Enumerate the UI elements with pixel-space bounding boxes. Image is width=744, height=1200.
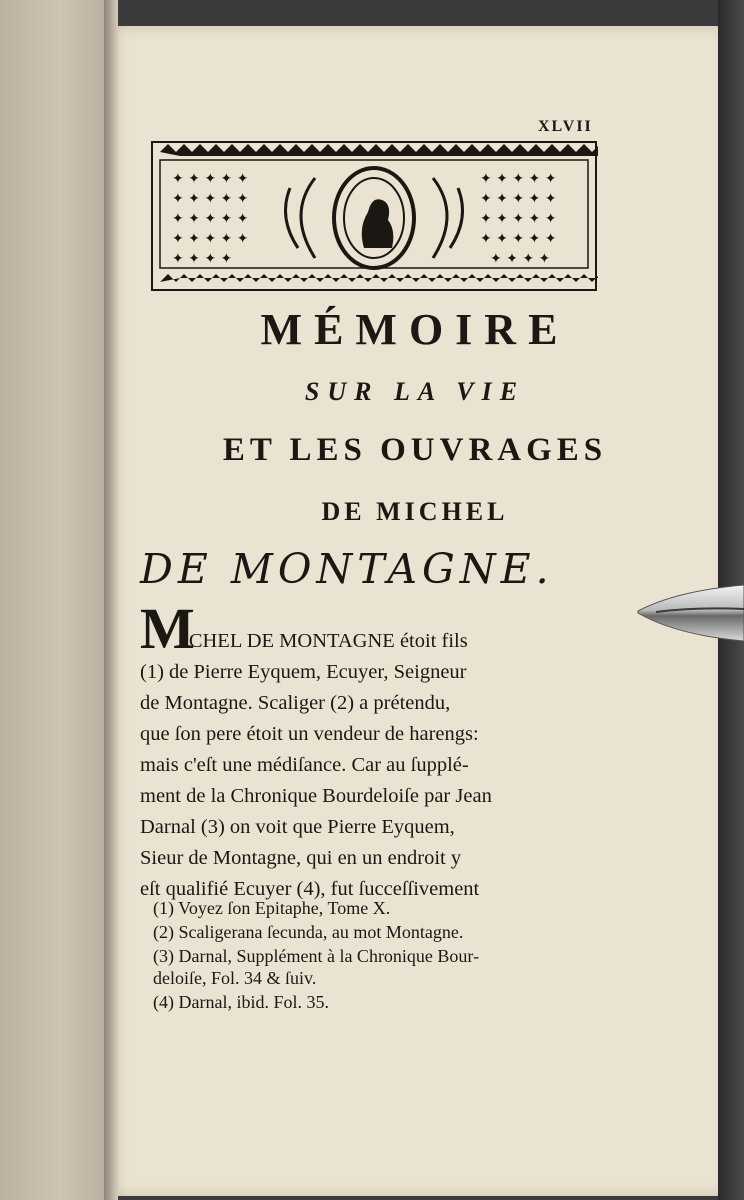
footnote-line: (3) Darnal, Supplément à la Chronique Bour- [153, 946, 480, 966]
drop-cap: M [140, 596, 195, 661]
body-line: eſt qualifié Ecuyer (4), fut ſucceſſivement [140, 878, 480, 900]
title-et-les-ouvrages: ET LES OUVRAGES [222, 432, 608, 468]
svg-text:✦ ✦ ✦ ✦ ✦: ✦ ✦ ✦ ✦ ✦ [480, 171, 557, 187]
body-line: Sieur de Montagne, qui en un endroit y [140, 847, 462, 869]
body-line: Darnal (3) on voit que Pierre Eyquem, [140, 816, 455, 838]
facing-page-edge [0, 0, 112, 1200]
svg-text:✦ ✦ ✦ ✦: ✦ ✦ ✦ ✦ [490, 251, 551, 267]
svg-text:✦ ✦ ✦ ✦ ✦: ✦ ✦ ✦ ✦ ✦ [480, 231, 557, 247]
title-de-montagne: DE MONTAGNE. [140, 545, 554, 593]
svg-text:✦ ✦ ✦ ✦ ✦: ✦ ✦ ✦ ✦ ✦ [172, 231, 249, 247]
body-line: mais c'eſt une médiſance. Car au ſupplé- [140, 754, 469, 776]
title-sur-la-vie: SUR LA VIE [304, 377, 526, 406]
footnote-line: (4) Darnal, ibid. Fol. 35. [153, 992, 329, 1012]
body-line: que ſon pere étoit un vendeur de harengs: [140, 723, 479, 745]
svg-text:✦ ✦ ✦ ✦ ✦: ✦ ✦ ✦ ✦ ✦ [480, 211, 557, 227]
ornamental-headpiece [150, 138, 598, 296]
footnote-line: deloiſe, Fol. 34 & ſuiv. [153, 968, 317, 988]
svg-text:✦ ✦ ✦ ✦: ✦ ✦ ✦ ✦ [172, 251, 233, 267]
svg-text:✦ ✦ ✦ ✦ ✦: ✦ ✦ ✦ ✦ ✦ [172, 191, 249, 207]
body-line: ment de la Chronique Bourdeloiſe par Jean [140, 785, 492, 807]
metal-pointer-tool [636, 583, 744, 643]
svg-text:✦ ✦ ✦ ✦ ✦: ✦ ✦ ✦ ✦ ✦ [172, 171, 249, 187]
svg-text:✦ ✦ ✦ ✦ ✦: ✦ ✦ ✦ ✦ ✦ [480, 191, 557, 207]
svg-text:✦ ✦ ✦ ✦ ✦: ✦ ✦ ✦ ✦ ✦ [172, 211, 249, 227]
body-line: de Montagne. Scaliger (2) a prétendu, [140, 692, 451, 714]
title-de-michel: DE MICHEL [321, 497, 509, 526]
book-gutter [104, 0, 118, 1200]
title-memoire: MÉMOIRE [260, 305, 570, 354]
body-line: (1) de Pierre Eyquem, Ecuyer, Seigneur [140, 661, 467, 683]
footnote-line: (2) Scaligerana ſecunda, au mot Montagne. [153, 922, 464, 942]
page-folio: XLVII [538, 118, 593, 135]
body-line: ICHEL DE MONTAGNE étoit fils [182, 630, 468, 652]
footnote-line: (1) Voyez ſon Epitaphe, Tome X. [153, 898, 391, 918]
